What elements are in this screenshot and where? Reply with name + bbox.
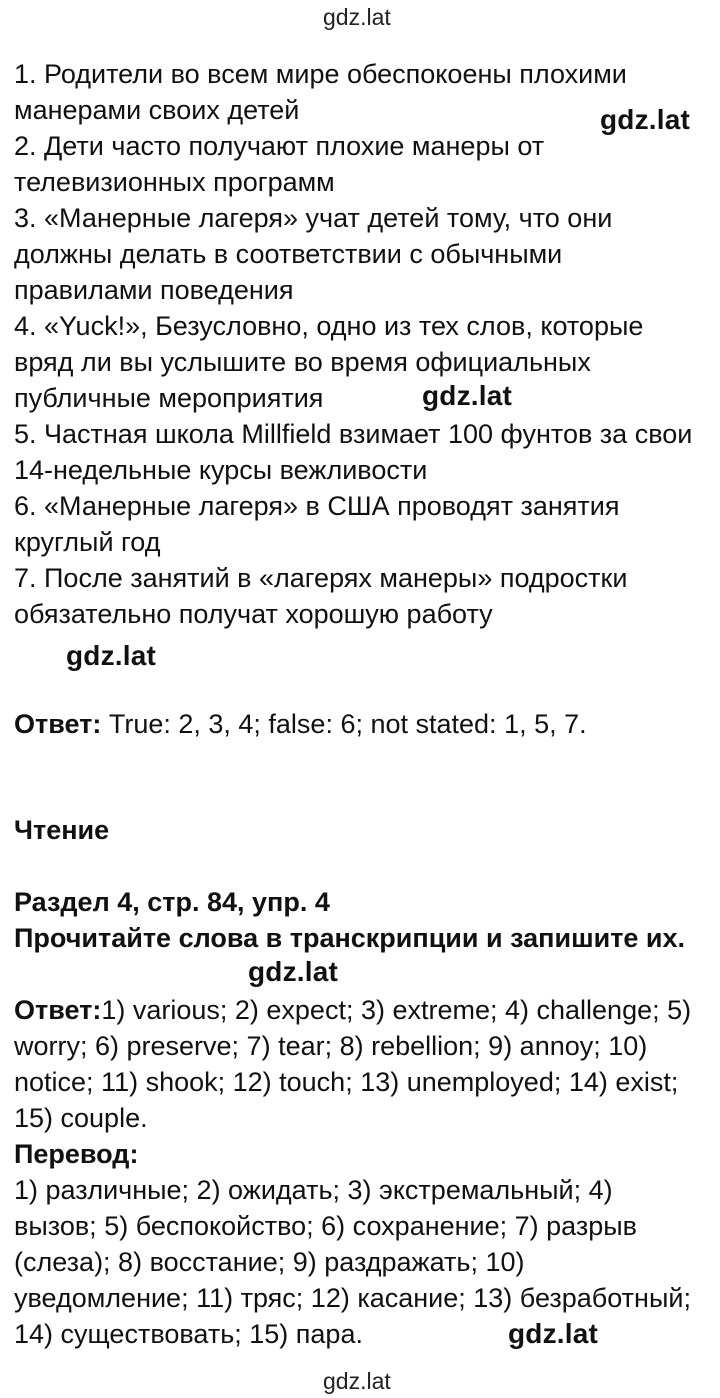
answer-words-line-3: notice; 11) shook; 12) touch; 13) unemployed; 14) exist; — [14, 1067, 679, 1097]
statement-6-line-2: круглый год — [14, 527, 161, 557]
translation-label: Перевод: — [14, 1139, 139, 1169]
watermark-inline: gdz.lat — [508, 1318, 599, 1349]
statement-1-line-1: 1. Родители во всем мире обеспокоены плохими — [14, 59, 627, 89]
task-heading: Прочитайте слова в транскрипции и запишите их. — [14, 923, 686, 953]
watermark-top: gdz.lat — [323, 4, 391, 30]
answer-words-text: 1) various; 2) expect; 3) extreme; 4) challenge; 5) — [101, 995, 692, 1025]
statement-4-line-1: 4. «Yuck!», Безусловно, одно из тех слов, которые — [14, 311, 644, 341]
watermark-inline: gdz.lat — [248, 956, 339, 987]
answer-label: Ответ: — [14, 995, 102, 1025]
translation-line-5: 14) существовать; 15) пара. — [14, 1319, 363, 1349]
statement-3-line-3: правилами поведения — [14, 275, 294, 305]
watermark-bottom: gdz.lat — [323, 1368, 391, 1394]
watermark-inline: gdz.lat — [422, 380, 513, 411]
answer-words-line-2: worry; 6) preserve; 7) tear; 8) rebellion; 9) annoy; 10) — [14, 1031, 648, 1061]
answer-text: True: 2, 3, 4; false: 6; not stated: 1, 5, 7. — [101, 709, 587, 739]
answer-words-line-1 — [14, 992, 691, 1028]
answer-words-line-4: 15) couple. — [14, 1103, 148, 1133]
statement-4-line-3: публичные мероприятия — [14, 383, 324, 413]
statement-6-line-1: 6. «Манерные лагеря» в США проводят занятия — [14, 491, 620, 521]
watermark-inline: gdz.lat — [66, 640, 157, 671]
watermark-inline: gdz.lat — [600, 104, 691, 135]
translation-line-1: 1) различные; 2) ожидать; 3) экстремальный; 4) — [14, 1175, 613, 1205]
statement-3-line-2: должны делать в соответствии с обычными — [14, 239, 563, 269]
translation-line-3: (слеза); 8) восстание; 9) раздражать; 10) — [14, 1247, 525, 1277]
translation-line-4: уведомление; 11) тряс; 12) касание; 13) безработный; — [14, 1283, 691, 1313]
statement-5-line-1: 5. Частная школа Millfield взимает 100 фунтов за свои — [14, 419, 693, 449]
section-heading: Чтение — [14, 815, 110, 845]
statement-4-line-2: вряд ли вы услышите во время официальных — [14, 347, 591, 377]
statement-3-line-1: 3. «Манерные лагеря» учат детей тому, что они — [14, 203, 613, 233]
statement-2-line-1: 2. Дети часто получают плохие манеры от — [14, 131, 545, 161]
answer-true-false — [14, 706, 587, 742]
statement-1-line-2: манерами своих детей — [14, 95, 300, 125]
statement-2-line-2: телевизионных программ — [14, 167, 335, 197]
statement-7-line-2: обязательно получат хорошую работу — [14, 599, 493, 629]
statement-5-line-2: 14-недельные курсы вежливости — [14, 455, 428, 485]
exercise-heading: Раздел 4, стр. 84, упр. 4 — [14, 887, 330, 917]
statement-7-line-1: 7. После занятий в «лагерях манеры» подростки — [14, 563, 628, 593]
translation-line-2: вызов; 5) беспокойство; 6) сохранение; 7) разрыв — [14, 1211, 638, 1241]
answer-label: Ответ: — [14, 709, 102, 739]
